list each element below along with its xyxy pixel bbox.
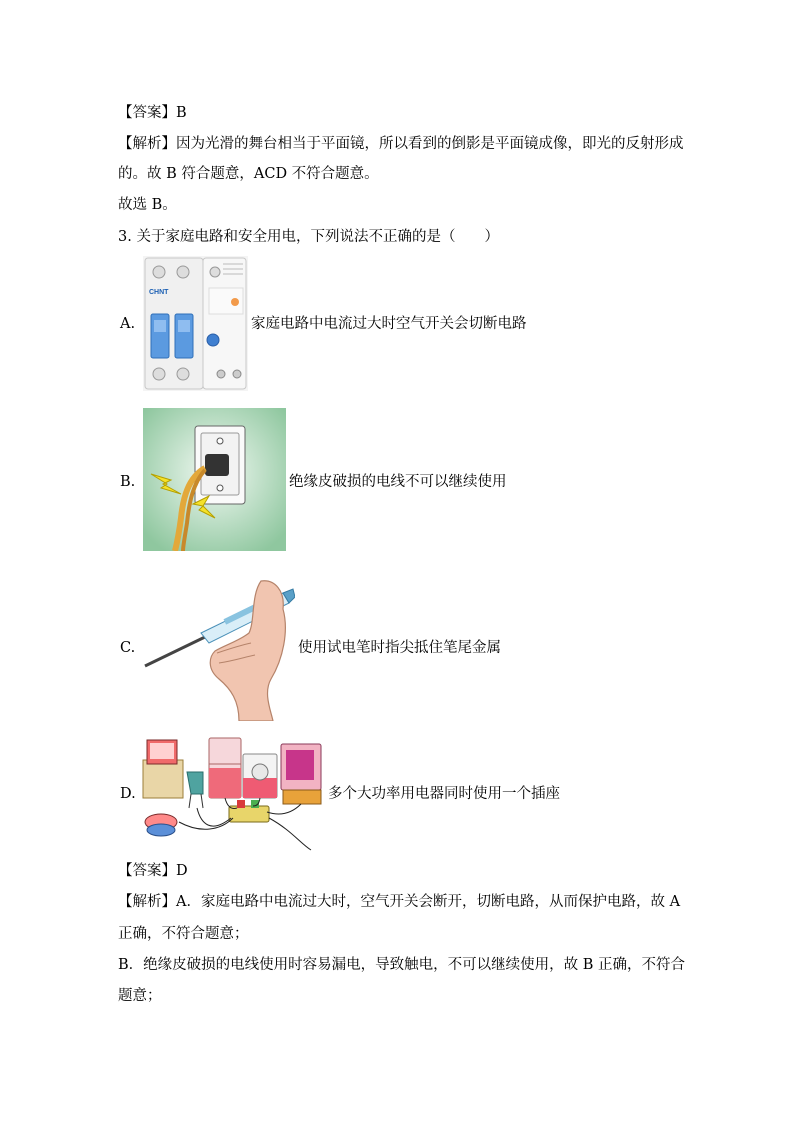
analysis-text: 因为光滑的舞台相当于平面镜，所以看到的倒影是平面镜成像，即光的反射形成 bbox=[176, 136, 684, 152]
answer-value: D bbox=[176, 863, 188, 879]
analysis-line-4 bbox=[118, 892, 680, 912]
test-pencil-image bbox=[143, 571, 295, 721]
overloaded-socket-image bbox=[141, 734, 325, 852]
answer-label: 【答案】 bbox=[118, 863, 176, 879]
answer-label: 【答案】 bbox=[118, 105, 176, 121]
option-b-letter: B. bbox=[120, 474, 136, 490]
analysis-line-1 bbox=[118, 134, 684, 154]
analysis-label: 【解析】 bbox=[118, 894, 176, 910]
answer-line-2 bbox=[118, 861, 188, 881]
analysis-line-6: B．绝缘皮破损的电线使用时容易漏电，导致触电，不可以继续使用，故 B 正确，不符合 bbox=[118, 957, 686, 973]
analysis-line-7: 题意； bbox=[118, 988, 162, 1004]
circuit-breaker-image bbox=[143, 256, 248, 391]
option-d-text: 多个大功率用电器同时使用一个插座 bbox=[328, 786, 560, 802]
option-a-text: 家庭电路中电流过大时空气开关会切断电路 bbox=[251, 316, 527, 332]
option-b-text: 绝缘皮破损的电线不可以继续使用 bbox=[289, 474, 507, 490]
option-c-letter: C. bbox=[120, 640, 136, 656]
question-text: 关于家庭电路和安全用电，下列说法不正确的是（ ） bbox=[136, 229, 499, 245]
brand-logo: CHNT bbox=[149, 289, 169, 296]
damaged-wire-image bbox=[143, 408, 286, 551]
option-d-letter: D. bbox=[120, 786, 136, 802]
question-number: 3. bbox=[118, 229, 132, 245]
analysis-line-2: 的。故 B 符合题意，ACD 不符合题意。 bbox=[118, 166, 379, 182]
answer-value: B bbox=[176, 105, 187, 121]
option-a-letter: A. bbox=[120, 316, 136, 332]
analysis-text: A．家庭电路中电流过大时，空气开关会断开，切断电路，从而保护电路，故 A bbox=[176, 894, 681, 910]
option-c-text: 使用试电笔时指尖抵住笔尾金属 bbox=[298, 640, 501, 656]
analysis-line-5: 正确，不符合题意； bbox=[118, 926, 249, 942]
analysis-line-3: 故选 B。 bbox=[118, 197, 177, 213]
analysis-label: 【解析】 bbox=[118, 136, 176, 152]
answer-line-1 bbox=[118, 103, 187, 123]
question-stem bbox=[118, 227, 499, 247]
